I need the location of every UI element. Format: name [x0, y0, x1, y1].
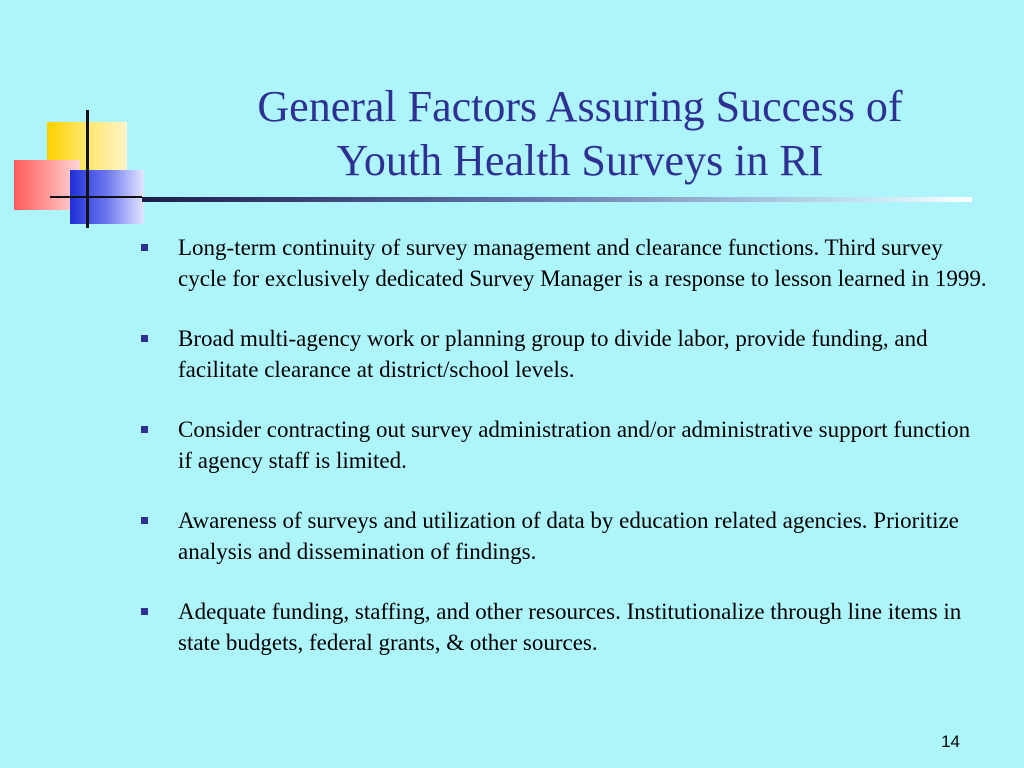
bullet-item	[138, 323, 988, 385]
square-bullet-icon	[141, 335, 148, 342]
title-divider	[142, 197, 972, 202]
bullet-item	[138, 232, 988, 294]
square-bullet-icon	[141, 244, 148, 251]
title-line-1: General Factors Assuring Success of	[257, 82, 903, 131]
square-bullet-icon	[141, 517, 148, 524]
bullet-item	[138, 596, 988, 658]
bullet-text: Consider contracting out survey administration and/or administrative support function if agency staff is limited.	[178, 417, 971, 473]
bullet-text: Long-term continuity of survey management and clearance functions. Third survey cycle for exclusively dedicated Survey Manager is a response to lesson learned in 1999.	[178, 235, 987, 291]
square-bullet-icon	[141, 608, 148, 615]
bullet-item	[138, 414, 988, 476]
bullet-text: Awareness of surveys and utilization of data by education related agencies. Prioritize analysis and dissemination of findings.	[178, 508, 959, 564]
bullet-list	[138, 232, 988, 687]
bullet-item	[138, 505, 988, 567]
colored-squares-logo-icon	[0, 0, 160, 240]
slide-title	[150, 80, 1010, 188]
page-number: 14	[941, 732, 960, 751]
bullet-text: Adequate funding, staffing, and other resources. Institutionalize through line items in state budgets, federal grants, & other sources.	[178, 599, 962, 655]
title-line-2: Youth Health Surveys in RI	[336, 136, 824, 185]
square-bullet-icon	[141, 426, 148, 433]
horizontal-line	[50, 196, 142, 198]
bullet-text: Broad multi-agency work or planning group to divide labor, provide funding, and facilitate clearance at district/school levels.	[178, 326, 928, 382]
vertical-line	[86, 110, 89, 228]
